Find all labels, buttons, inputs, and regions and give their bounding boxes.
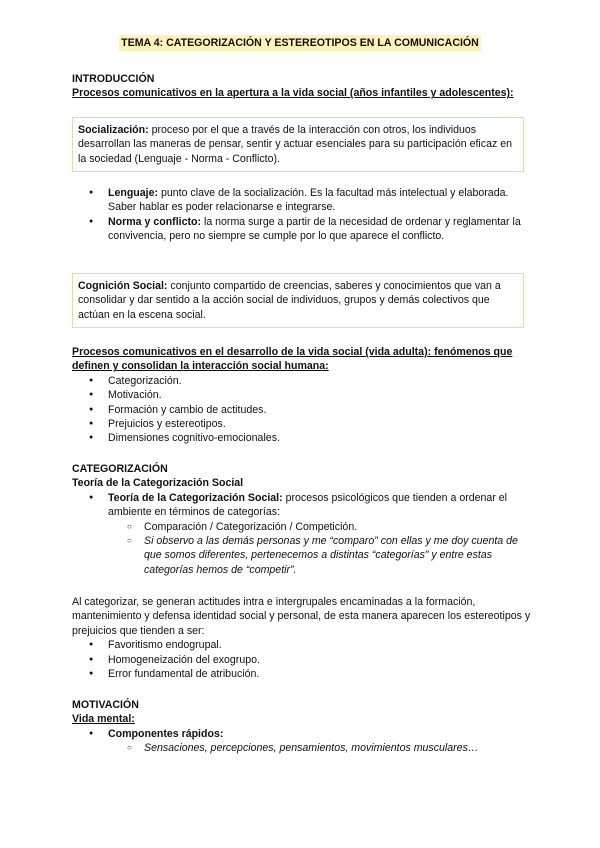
- list-item: ● Motivación.: [72, 388, 532, 402]
- list-item: ● Formación y cambio de actitudes.: [72, 403, 532, 417]
- intro-subheading: Procesos comunicativos en la apertura a la vida social (años infantiles y adolescentes):: [72, 87, 514, 100]
- intro-heading: INTRODUCCIÓN: [72, 73, 155, 85]
- motivacion-subheading: Vida mental:: [72, 713, 135, 726]
- categorizacion-section: [72, 462, 532, 577]
- bullet-term: Componentes rápidos:: [108, 727, 224, 740]
- categorizacion-subheading: Teoría de la Categorización Social: [72, 477, 244, 490]
- socializacion-text: proceso por el que a través de la interacción con otros, los individuos desarrollan las maneras de pensar, sentir y actuar esenciales para su participación eficaz en la sociedad (Lenguaje - Norma - Conflicto).: [78, 124, 512, 165]
- sub-list-item: ○ Comparación / Categorización / Competición.: [108, 520, 532, 534]
- list-item: ● Homogeneización del exogrupo.: [72, 653, 532, 667]
- list-item: ● Favoritismo endogrupal.: [72, 638, 532, 652]
- bullet-term: Teoría de la Categorización Social:: [108, 491, 283, 504]
- list-item: ● Dimensiones cognitivo-emocionales.: [72, 431, 532, 445]
- bullet-term: Lenguaje:: [108, 187, 159, 199]
- socializacion-box: [72, 117, 524, 172]
- motivacion-section: [72, 698, 532, 756]
- categorizacion-heading: CATEGORIZACIÓN: [72, 463, 168, 475]
- socializacion-term: Socialización:: [78, 124, 149, 136]
- cognicion-social-box: [72, 273, 524, 328]
- list-item: ● Categorización.: [72, 374, 532, 388]
- sub-list-item: ○ Si observo a las demás personas y me “comparo” con ellas y me doy cuenta de que somos diferentes, pertenecemos a distintas “categorías” y entre estas categorías hemos de “competir”.: [108, 534, 532, 577]
- cognicion-text: conjunto compartido de creencias, saberes y conocimientos que van a consolidar y dar sentido a la acción social de individuos, grupos y demás colectivos que actúan en la escena social.: [78, 280, 501, 321]
- motivacion-heading: MOTIVACIÓN: [72, 699, 139, 711]
- bullet-text: procesos psicológicos que tienden a ordenar el ambiente en términos de categorías:: [108, 491, 508, 519]
- vida-adulta-block: [72, 345, 532, 446]
- vida-adulta-subheading: Procesos comunicativos en el desarrollo de la vida social (vida adulta): fenómenos que definen y consolidan la interacción social humana:: [72, 346, 513, 373]
- list-item: [72, 727, 532, 756]
- categorizacion-paragraph: Al categorizar, se generan actitudes intra e intergrupales encaminadas a la formación, mantenimiento y defensa identidad social y personal, de esta manera aparecen los estereotipos y prejuicios que tienden a ser:: [72, 596, 531, 637]
- bullet-text: la norma surge a partir de la necesidad de ordenar y reglamentar la convivencia, pero no siempre se cumple por lo que aparece el conflicto.: [108, 215, 521, 243]
- sub-list-item: ○ Sensaciones, percepciones, pensamientos, movimientos musculares…: [108, 741, 532, 755]
- intro-section-header: [72, 72, 532, 101]
- intro-bullets: [72, 186, 532, 244]
- list-item: [72, 186, 532, 215]
- page-title: TEMA 4: CATEGORIZACIÓN Y ESTEREOTIPOS EN LA COMUNICACIÓN: [119, 35, 481, 51]
- list-item: ● Prejuicios y estereotipos.: [72, 417, 532, 431]
- list-item: [72, 215, 532, 244]
- list-item: ● Error fundamental de atribución.: [72, 667, 532, 681]
- list-item: [72, 491, 532, 577]
- cognicion-term: Cognición Social:: [78, 280, 168, 292]
- bullet-text: punto clave de la socialización. Es la facultad más intelectual y elaborada. Saber hablar es poder relacionarse e integrarse.: [108, 187, 509, 214]
- categorizacion-paragraph-block: [72, 595, 532, 681]
- bullet-term: Norma y conflicto:: [108, 215, 202, 228]
- title-container: [0, 35, 600, 51]
